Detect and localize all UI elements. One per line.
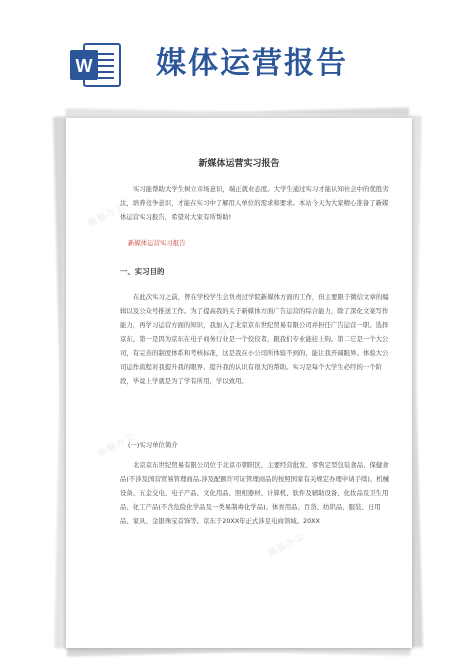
banner-title: 媒体运营报告 xyxy=(156,46,348,81)
intro-paragraph: 实习能帮助大学生树立市场意识，端正就业态度。大学生通过实习才能认知社会中的优胜劣汰，培养竞争意识，才能在实习中了解用人单位的需求和要求。本站今天为大家精心准备了新媒体运营实习报告，希望对大家有所帮助! xyxy=(120,185,389,221)
watermark: 熊猫办公 xyxy=(96,432,137,460)
section-heading: 一、实习目的 xyxy=(120,267,165,276)
section-paragraph: 在此次实习之前，曾在学校学生会负责过学院新媒体方面的工作，但主要限于微信文章的编辑以及公众号推送工作。为了提高我的关于新媒体方面广告运营的综合能力，除了深化文案写作能力，再学习运营方面的知识，我加入了北京京东世纪贸易有限公司并担任广告运营一职。选择京东，第一是因为京东在电子商务行业是一个佼佼者，跟我们专业能挂上钩。第二它是一个大公司，有完善的制度体系和考核标准，这是我在小公司所体验不到的，能让我开阔眼界。体验大公司运作流程对我提升我的眼界、提升我的认识有很大的帮助。实习是每个大学生必经的一个阶段，毕竟上学就是为了学有所用，学以致用。 xyxy=(120,293,389,385)
subsection-paragraph: 北京京东世纪贸易有限公司位于北京市朝阳区，主要经营批发、零售定型包装食品、保健食品(不涉及国营贸易管理商品,涉及配额许可证管理商品的按照国家有关规定办理申请手续)、机械设备、五金交电、电子产品、文化用品、照相器材、计算机、软件及辅助设备、化妆品及卫生用品、化工产品(不含危险化学品及一类易制毒化学品)、体育用品、百货、纺织品、服装、日用品、家具、金银珠宝首饰等。京东于20XX年正式涉足电商领域。20XX xyxy=(120,461,390,525)
svg-text:W: W xyxy=(75,56,93,76)
header-banner xyxy=(0,0,474,110)
watermark: 熊猫办公 xyxy=(86,202,127,230)
subsection-heading: (一)实习单位简介 xyxy=(128,441,178,449)
word-icon xyxy=(70,42,122,88)
document-page xyxy=(66,118,412,648)
document-title: 新媒体运营实习报告 xyxy=(198,159,280,169)
watermark: 熊猫办公 xyxy=(216,312,257,340)
watermark: 熊猫办公 xyxy=(266,532,307,560)
report-link[interactable]: 新媒体运营实习报告 xyxy=(128,239,186,247)
